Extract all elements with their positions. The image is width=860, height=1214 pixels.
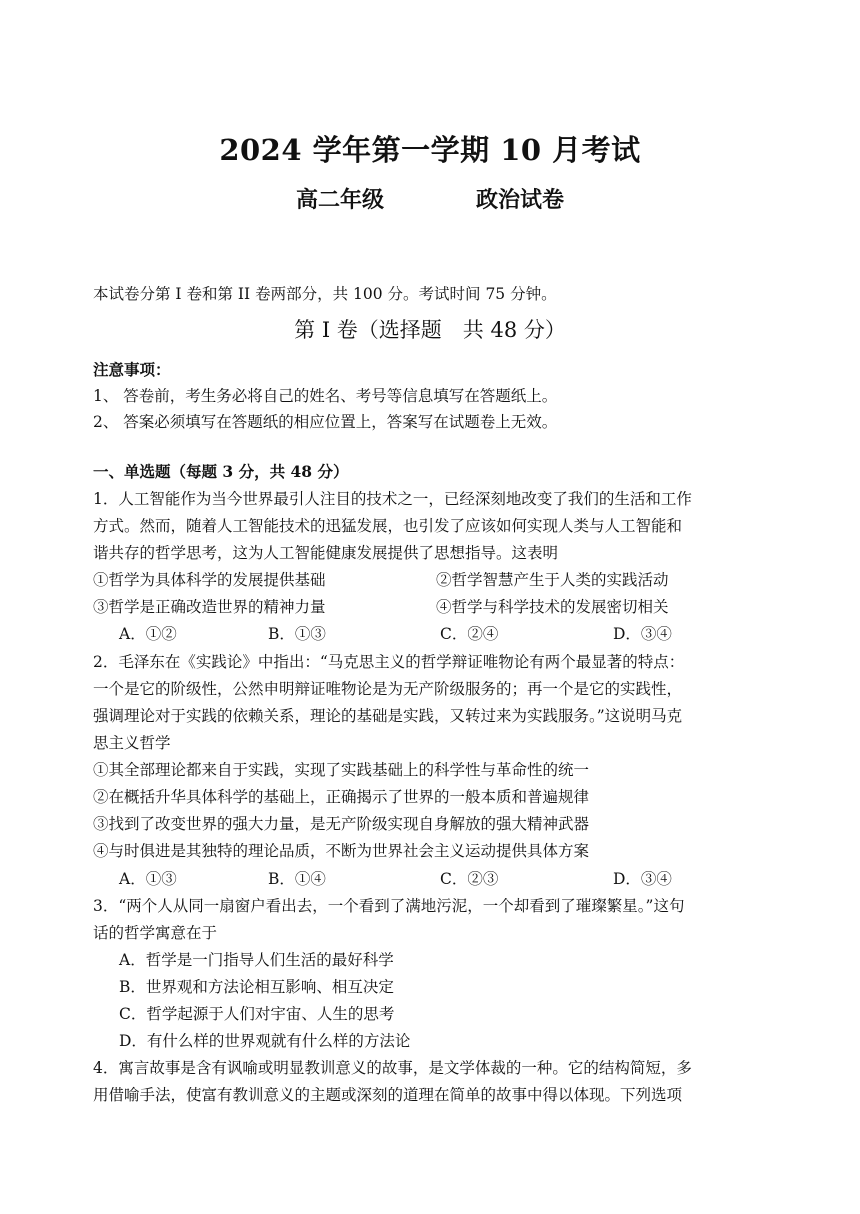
notice-item: 2、 答案必须填写在答题纸的相应位置上，答案写在试题卷上无效。 (93, 413, 558, 431)
q3-option-a: A．哲学是一门指导人们生活的最好科学 (119, 951, 394, 969)
q3-stem: 话的哲学寓意在于 (93, 924, 218, 942)
q2-stem: 2．毛泽东在《实践论》中指出：“马克思主义的哲学辩证唯物论有两个最显著的特点： (93, 653, 685, 671)
q1-option-c: C．②④ (440, 625, 499, 643)
q2-stem: 强调理论对于实践的依赖关系，理论的基础是实践，又转过来为实践服务。”这说明马克 (93, 707, 683, 725)
q1-stem: 1．人工智能作为当今世界最引人注目的技术之一，已经深刻地改变了我们的生活和工作 (93, 490, 692, 508)
q1-option-a: A．①② (119, 625, 177, 643)
section1-heading: 一、单选题（每题 3 分，共 48 分） (93, 462, 349, 481)
exam-subtitle (0, 183, 860, 214)
q1-statement: ②哲学智慧产生于人类的实践活动 (436, 571, 669, 589)
q2-option-b: B．①④ (268, 870, 326, 888)
exam-intro: 本试卷分第 I 卷和第 II 卷两部分，共 100 分。考试时间 75 分钟。 (93, 285, 557, 303)
q1-stem: 谐共存的哲学思考，这为人工智能健康发展提供了思想指导。这表明 (93, 544, 559, 562)
q3-option-c: C．哲学起源于人们对宇宙、人生的思考 (119, 1005, 395, 1023)
q2-statement: ③找到了改变世界的强大力量，是无产阶级实现自身解放的强大精神武器 (93, 815, 590, 833)
q4-stem: 4．寓言故事是含有讽喻或明显教训意义的故事，是文学体裁的一种。它的结构简短，多 (93, 1059, 692, 1077)
q2-option-c: C．②③ (440, 870, 499, 888)
notice-heading: 注意事项： (93, 360, 171, 379)
q1-statement: ④哲学与科学技术的发展密切相关 (436, 598, 669, 616)
q3-option-b: B．世界观和方法论相互影响、相互决定 (119, 978, 394, 996)
q2-statement: ②在概括升华具体科学的基础上，正确揭示了世界的一般本质和普遍规律 (93, 788, 590, 806)
q1-stem: 方式。然而，随着人工智能技术的迅猛发展，也引发了应该如何实现人类与人工智能和 (93, 517, 683, 535)
q1-statement: ①哲学为具体科学的发展提供基础 (93, 571, 326, 589)
q2-option-a: A．①③ (119, 870, 177, 888)
q2-option-d: D．③④ (613, 870, 672, 888)
q4-stem: 用借喻手法，使富有教训意义的主题或深刻的道理在简单的故事中得以体现。下列选项 (93, 1086, 683, 1104)
subject-label: 政治试卷 (476, 187, 565, 213)
q2-statement: ④与时俱进是其独特的理论品质，不断为世界社会主义运动提供具体方案 (93, 842, 590, 860)
q3-stem: 3．“两个人从同一扇窗户看出去，一个看到了满地污泥，一个却看到了璀璨繁星。”这句 (93, 897, 685, 915)
q2-stem: 一个是它的阶级性，公然申明辩证唯物论是为无产阶级服务的；再一个是它的实践性， (93, 680, 683, 698)
q1-statement: ③哲学是正确改造世界的精神力量 (93, 598, 326, 616)
q1-option-b: B．①③ (268, 625, 326, 643)
notice-item: 1、 答卷前，考生务必将自己的姓名、考号等信息填写在答题纸上。 (93, 387, 558, 405)
exam-title: 2024 学年第一学期 10 月考试 (219, 133, 641, 167)
q2-statement: ①其全部理论都来自于实践，实现了实践基础上的科学性与革命性的统一 (93, 761, 590, 779)
q1-option-d: D．③④ (613, 625, 672, 643)
q2-stem: 思主义哲学 (93, 734, 171, 752)
part1-title: 第 I 卷（选择题 共 48 分） (294, 318, 566, 342)
grade-label: 高二年级 (295, 187, 384, 213)
q3-option-d: D．有什么样的世界观就有什么样的方法论 (119, 1032, 411, 1050)
